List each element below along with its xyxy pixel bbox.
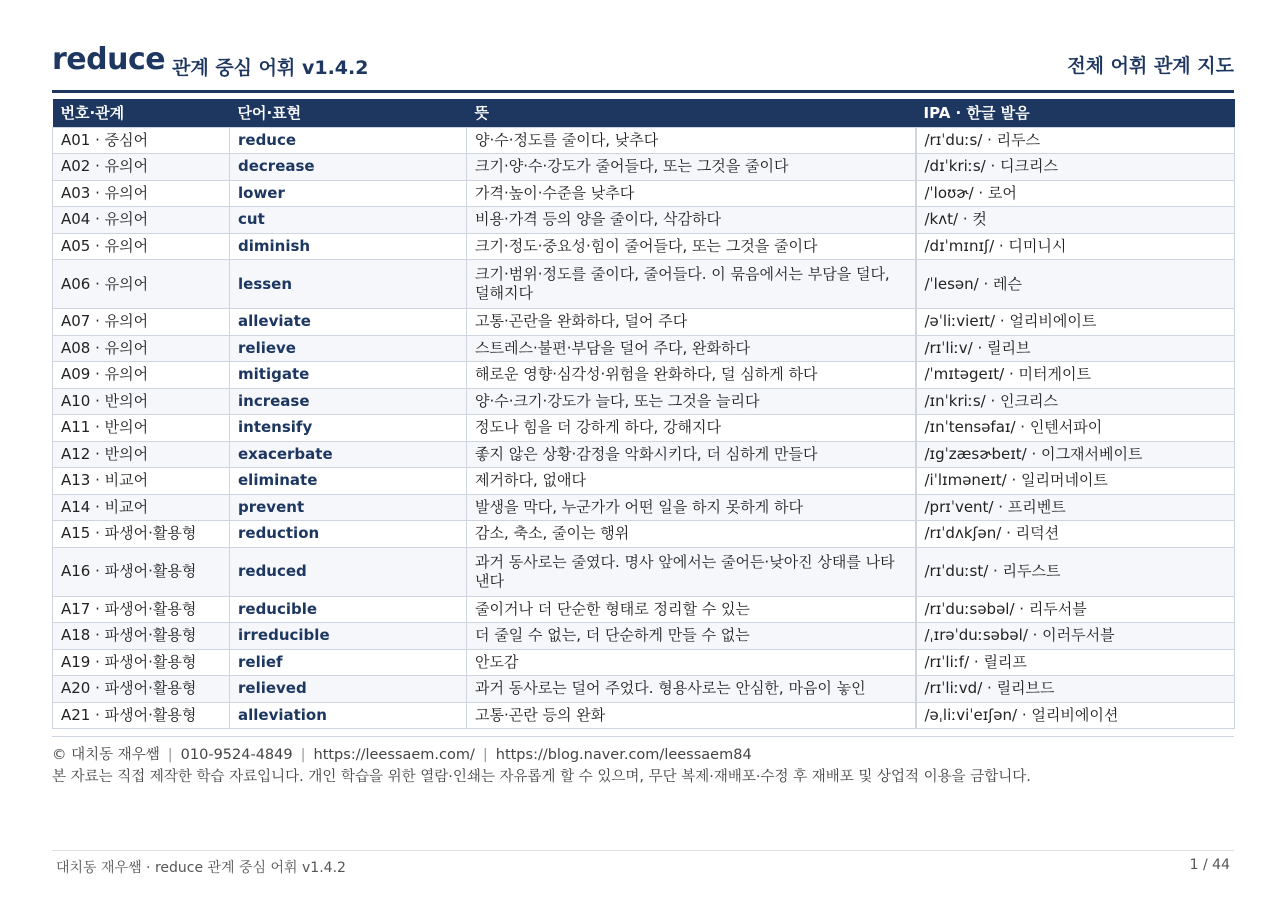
contact-line [52, 744, 1234, 766]
row-word: increase [230, 388, 467, 415]
row-id: A03 · 유의어 [53, 180, 230, 207]
row-word: irreducible [230, 623, 467, 650]
website-link[interactable]: https://leessaem.com/ [313, 747, 475, 763]
row-id: A19 · 파생어·활용형 [53, 649, 230, 676]
row-id: A10 · 반의어 [53, 388, 230, 415]
table-row [53, 127, 1235, 154]
row-id: A15 · 파생어·활용형 [53, 521, 230, 548]
row-id: A05 · 유의어 [53, 233, 230, 260]
row-ipa: /ˈmɪtəgeɪt/ · 미터게이트 [916, 362, 1235, 389]
row-word: relieve [230, 335, 467, 362]
blog-link[interactable]: https://blog.naver.com/leessaem84 [495, 747, 752, 763]
row-ipa: /rɪˈduːsəbəl/ · 리두서블 [916, 596, 1235, 623]
table-row [53, 335, 1235, 362]
table-row [53, 180, 1235, 207]
page-footer [52, 850, 1234, 877]
row-word: reduced [230, 547, 467, 596]
row-meaning: 제거하다, 없애다 [467, 468, 916, 495]
row-id: A18 · 파생어·활용형 [53, 623, 230, 650]
column-header-id: 번호·관계 [53, 99, 230, 127]
row-ipa: /əˌliːviˈeɪʃən/ · 얼리비에이션 [916, 702, 1235, 729]
row-meaning: 크기·범위·정도를 줄이다, 줄어들다. 이 묶음에서는 부담을 덜다, 덜해지다 [467, 260, 916, 309]
row-ipa: /rɪˈdʌkʃən/ · 리덕션 [916, 521, 1235, 548]
row-ipa: /ɪgˈzæsɚbeɪt/ · 이그재서베이트 [916, 441, 1235, 468]
table-row [53, 649, 1235, 676]
row-word: exacerbate [230, 441, 467, 468]
row-word: alleviation [230, 702, 467, 729]
row-meaning: 과거 동사로는 줄였다. 명사 앞에서는 줄어든·낮아진 상태를 나타낸다 [467, 547, 916, 596]
table-row [53, 362, 1235, 389]
row-meaning: 더 줄일 수 없는, 더 단순하게 만들 수 없는 [467, 623, 916, 650]
row-id: A09 · 유의어 [53, 362, 230, 389]
row-ipa: /rɪˈduːst/ · 리두스트 [916, 547, 1235, 596]
row-ipa: /ɪnˈtensəfaɪ/ · 인텐서파이 [916, 415, 1235, 442]
table-row [53, 702, 1235, 729]
table-row [53, 468, 1235, 495]
row-ipa: /dɪˈmɪnɪʃ/ · 디미니시 [916, 233, 1235, 260]
row-id: A01 · 중심어 [53, 127, 230, 154]
separator: | [167, 747, 173, 763]
row-ipa: /əˈliːvieɪt/ · 얼리비에이트 [916, 309, 1235, 336]
table-row [53, 154, 1235, 181]
row-id: A02 · 유의어 [53, 154, 230, 181]
page-header [52, 38, 1234, 93]
copyright-block [52, 736, 1234, 788]
table-header-row [53, 99, 1235, 127]
table-row [53, 207, 1235, 234]
page-title-word: reduce [52, 42, 166, 77]
row-id: A12 · 반의어 [53, 441, 230, 468]
row-id: A21 · 파생어·활용형 [53, 702, 230, 729]
row-meaning: 가격·높이·수준을 낮추다 [467, 180, 916, 207]
row-id: A11 · 반의어 [53, 415, 230, 442]
row-word: alleviate [230, 309, 467, 336]
row-meaning: 스트레스·불편·부담을 덜어 주다, 완화하다 [467, 335, 916, 362]
row-id: A04 · 유의어 [53, 207, 230, 234]
row-word: lower [230, 180, 467, 207]
table-row [53, 441, 1235, 468]
column-header-meaning: 뜻 [467, 99, 916, 127]
row-id: A07 · 유의어 [53, 309, 230, 336]
row-id: A20 · 파생어·활용형 [53, 676, 230, 703]
row-meaning: 과거 동사로는 덜어 주었다. 형용사로는 안심한, 마음이 놓인 [467, 676, 916, 703]
footer-document-title: 대치동 재우쌤 · reduce 관계 중심 어휘 v1.4.2 [56, 860, 346, 876]
table-row [53, 388, 1235, 415]
row-ipa: /rɪˈduːs/ · 리두스 [916, 127, 1235, 154]
row-ipa: /rɪˈliːvd/ · 릴리브드 [916, 676, 1235, 703]
row-word: relieved [230, 676, 467, 703]
row-ipa: /ˌɪrəˈduːsəbəl/ · 이러두서블 [916, 623, 1235, 650]
row-word: reduce [230, 127, 467, 154]
table-row [53, 260, 1235, 309]
table-row [53, 415, 1235, 442]
row-ipa: /ˈlesən/ · 레슨 [916, 260, 1235, 309]
row-word: intensify [230, 415, 467, 442]
row-word: prevent [230, 494, 467, 521]
section-title: 전체 어휘 관계 지도 [1067, 55, 1234, 77]
row-ipa: /prɪˈvent/ · 프리벤트 [916, 494, 1235, 521]
row-meaning: 안도감 [467, 649, 916, 676]
table-row [53, 623, 1235, 650]
row-ipa: /dɪˈkriːs/ · 디크리스 [916, 154, 1235, 181]
row-meaning: 고통·곤란 등의 완화 [467, 702, 916, 729]
usage-notice: 본 자료는 직접 제작한 학습 자료입니다. 개인 학습을 위한 열람·인쇄는 자유롭게 할 수 있으며, 무단 복제·재배포·수정 후 재배포 및 상업적 이용을 금합니다. [52, 769, 1031, 785]
row-ipa: /kʌt/ · 컷 [916, 207, 1235, 234]
row-meaning: 양·수·정도를 줄이다, 낮추다 [467, 127, 916, 154]
row-word: decrease [230, 154, 467, 181]
row-word: reduction [230, 521, 467, 548]
separator: | [482, 747, 488, 763]
row-meaning: 감소, 축소, 줄이는 행위 [467, 521, 916, 548]
row-ipa: /iˈlɪməneɪt/ · 일리머네이트 [916, 468, 1235, 495]
row-id: A13 · 비교어 [53, 468, 230, 495]
row-id: A16 · 파생어·활용형 [53, 547, 230, 596]
row-id: A06 · 유의어 [53, 260, 230, 309]
row-id: A08 · 유의어 [53, 335, 230, 362]
vocabulary-table [52, 99, 1235, 729]
page-subtitle: 관계 중심 어휘 v1.4.2 [172, 57, 369, 79]
row-word: lessen [230, 260, 467, 309]
column-header-ipa: IPA · 한글 발음 [916, 99, 1235, 127]
page-number: 1 / 44 [1189, 857, 1230, 873]
row-word: relief [230, 649, 467, 676]
phone-number: 010-9524-4849 [180, 747, 293, 763]
row-meaning: 크기·정도·중요성·힘이 줄어들다, 또는 그것을 줄이다 [467, 233, 916, 260]
row-word: eliminate [230, 468, 467, 495]
row-ipa: /rɪˈliːf/ · 릴리프 [916, 649, 1235, 676]
separator: | [300, 747, 306, 763]
table-row [53, 233, 1235, 260]
row-word: cut [230, 207, 467, 234]
table-row [53, 596, 1235, 623]
row-word: reducible [230, 596, 467, 623]
row-word: mitigate [230, 362, 467, 389]
table-row [53, 309, 1235, 336]
column-header-word: 단어·표현 [230, 99, 467, 127]
row-meaning: 양·수·크기·강도가 늘다, 또는 그것을 늘리다 [467, 388, 916, 415]
row-id: A17 · 파생어·활용형 [53, 596, 230, 623]
row-id: A14 · 비교어 [53, 494, 230, 521]
table-row [53, 547, 1235, 596]
table-row [53, 494, 1235, 521]
row-ipa: /ˈloʊɚ/ · 로어 [916, 180, 1235, 207]
row-ipa: /ɪnˈkriːs/ · 인크리스 [916, 388, 1235, 415]
table-row [53, 521, 1235, 548]
row-meaning: 비용·가격 등의 양을 줄이다, 삭감하다 [467, 207, 916, 234]
row-meaning: 발생을 막다, 누군가가 어떤 일을 하지 못하게 하다 [467, 494, 916, 521]
copyright-text: © 대치동 재우쌤 [52, 747, 160, 763]
row-ipa: /rɪˈliːv/ · 릴리브 [916, 335, 1235, 362]
row-meaning: 좋지 않은 상황·감정을 악화시키다, 더 심하게 만들다 [467, 441, 916, 468]
row-meaning: 크기·양·수·강도가 줄어들다, 또는 그것을 줄이다 [467, 154, 916, 181]
row-meaning: 고통·곤란을 완화하다, 덜어 주다 [467, 309, 916, 336]
table-row [53, 676, 1235, 703]
row-meaning: 정도나 힘을 더 강하게 하다, 강해지다 [467, 415, 916, 442]
row-word: diminish [230, 233, 467, 260]
row-meaning: 줄이거나 더 단순한 형태로 정리할 수 있는 [467, 596, 916, 623]
row-meaning: 해로운 영향·심각성·위험을 완화하다, 덜 심하게 하다 [467, 362, 916, 389]
